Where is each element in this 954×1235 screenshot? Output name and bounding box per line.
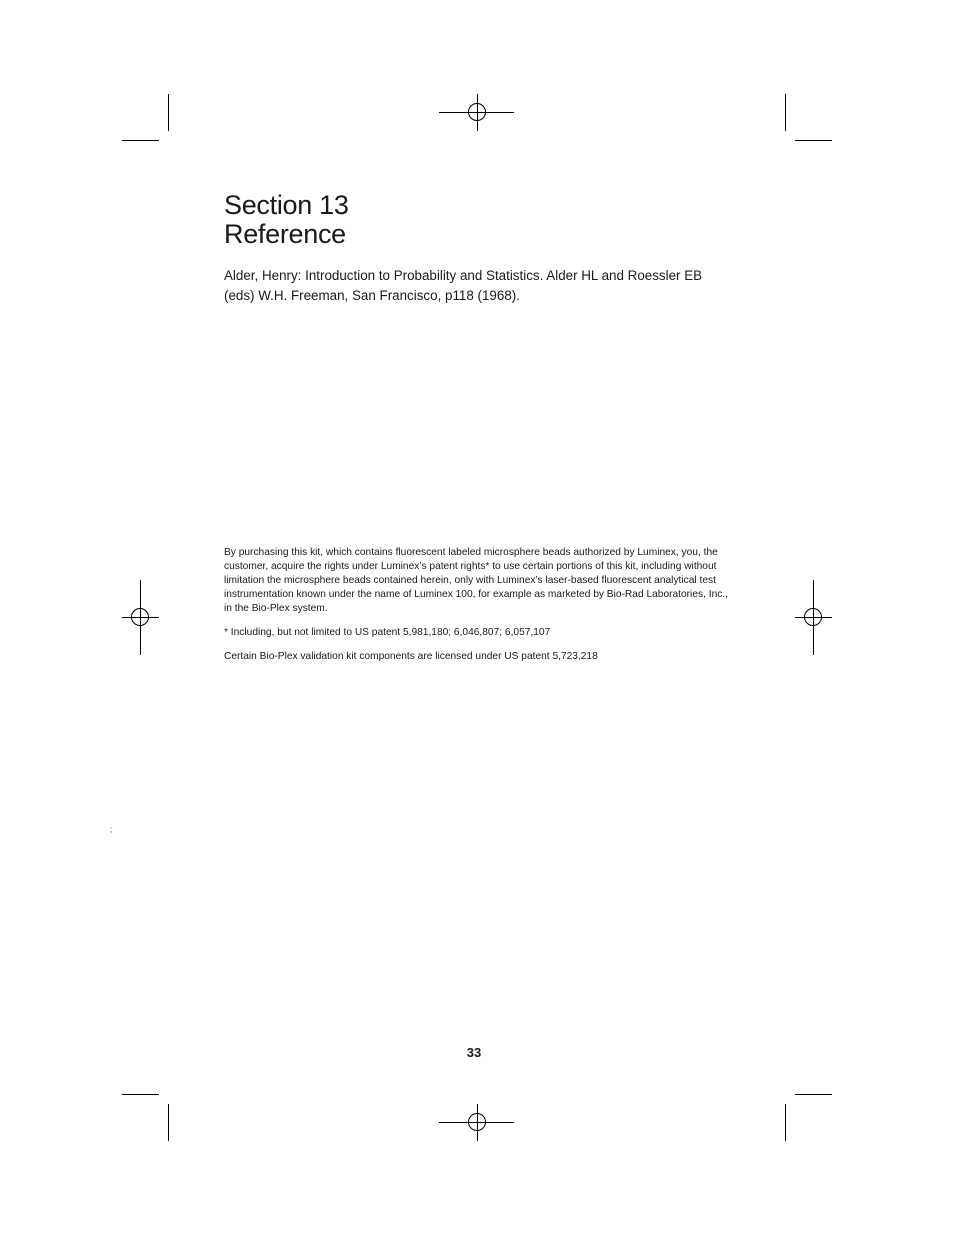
crop-mark-bottom-left-vertical bbox=[168, 1104, 169, 1141]
page-number: 33 bbox=[466, 1045, 482, 1060]
section-title: Reference bbox=[224, 219, 346, 249]
patent-footnote: * Including, but not limited to US patent 5,981,180; 6,046,807; 6,057,107 bbox=[224, 627, 551, 638]
crop-mark-bottom-right-vertical bbox=[785, 1104, 786, 1141]
crop-mark-bottom-left-horizontal bbox=[122, 1094, 159, 1095]
crop-mark-top-left-vertical bbox=[168, 94, 169, 131]
reference-citation: Alder, Henry: Introduction to Probability and Statistics. Alder HL and Roessler EB (eds) W.H. Freeman, San Francisco, p118 (1968). bbox=[224, 268, 703, 303]
section-number: Section 13 bbox=[224, 190, 349, 220]
license-paragraph: By purchasing this kit, which contains fluorescent labeled microsphere beads authorized by Luminex, you, the customer, acquire the rights under Luminex’s patent rights* to use certain portions of this kit, including without limitation the microsphere beads contained herein, only with Luminex’s laser-based fluorescent analytical test instrumentation known under the name of Luminex 100, for example as marketed by Bio-Rad Laboratories, Inc., in the Bio-Plex system. bbox=[224, 547, 728, 614]
crop-mark-top-left-horizontal bbox=[122, 140, 159, 141]
crop-mark-top-right-horizontal bbox=[795, 140, 832, 141]
crop-mark-top-right-vertical bbox=[785, 94, 786, 131]
validation-note: Certain Bio-Plex validation kit components are licensed under US patent 5,723,218 bbox=[224, 651, 598, 662]
section-heading bbox=[224, 191, 349, 249]
crop-mark-bottom-right-horizontal bbox=[795, 1094, 832, 1095]
margin-mark: ; bbox=[110, 825, 113, 834]
